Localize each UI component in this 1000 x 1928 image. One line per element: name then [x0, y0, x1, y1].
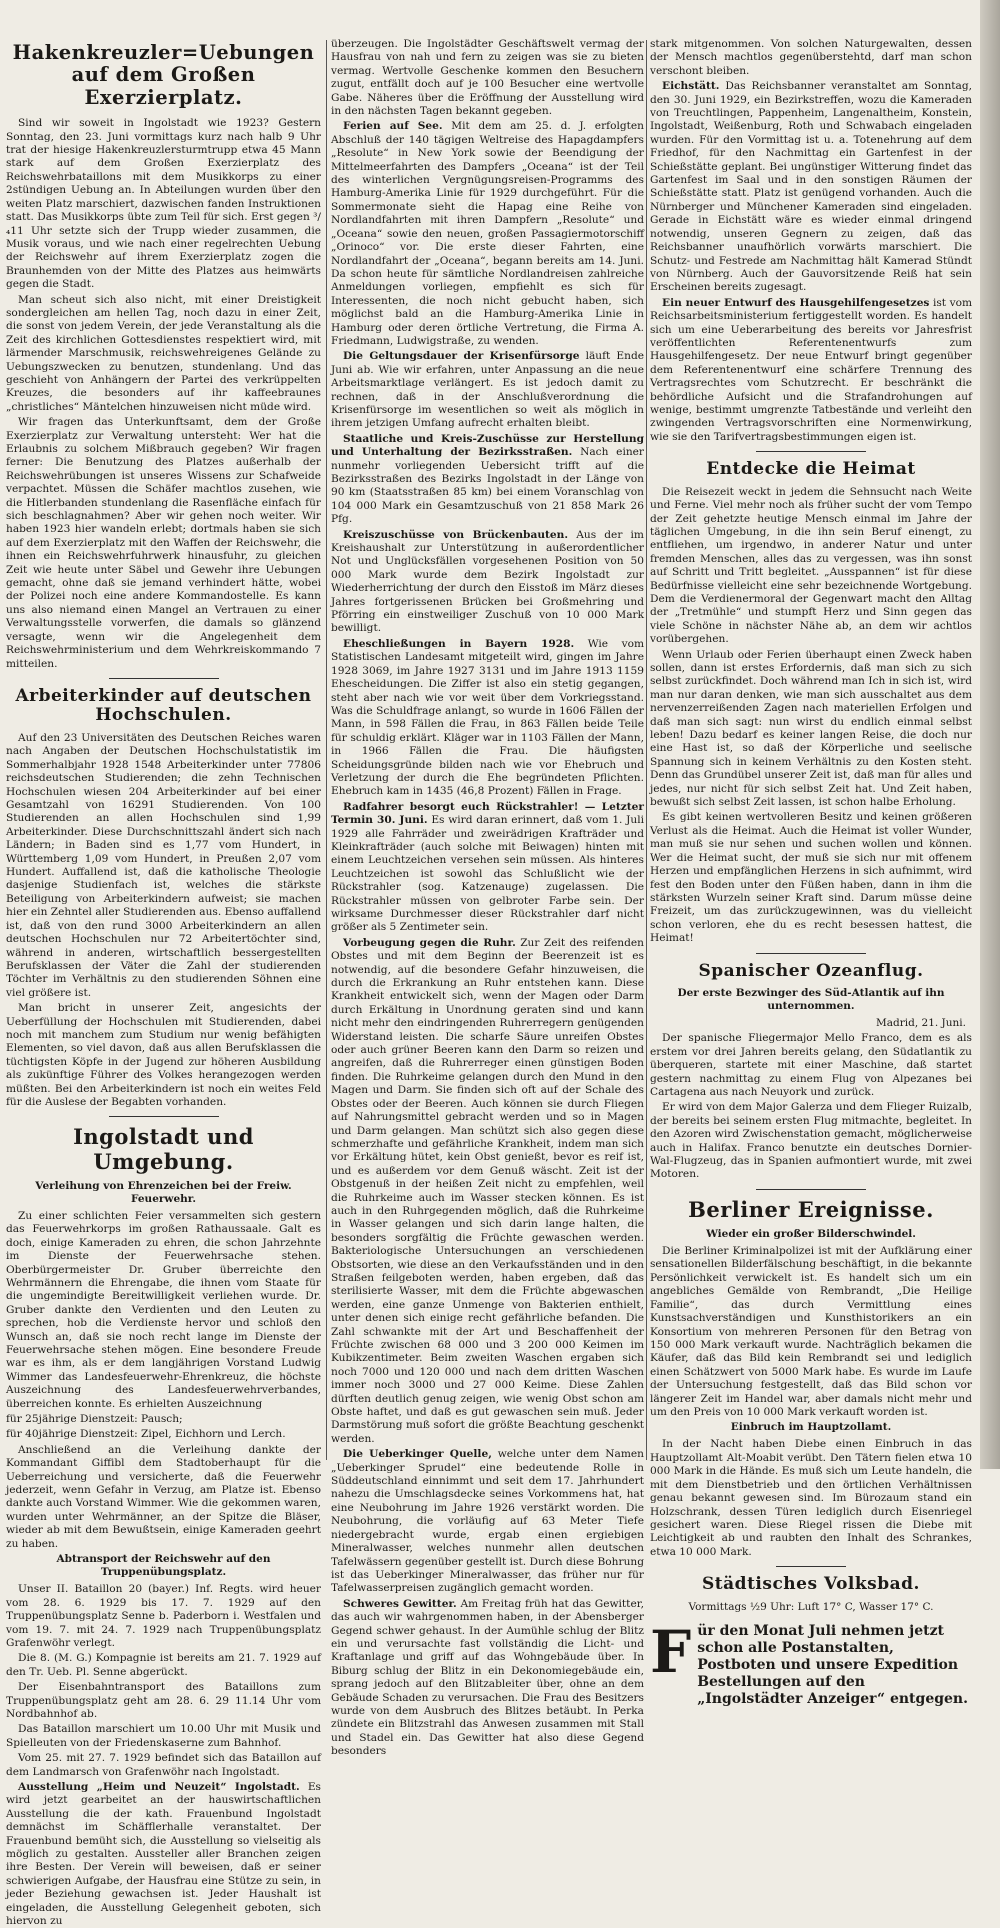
paragraph: Wenn Urlaub oder Ferien überhaupt einen Zweck haben sollen, dann ist erstes Erfordernis, daß man sich zu sich selbst zurückfindet. Doch während man Ich in sich ist, wird man nur daran denken, wie man sich ausschaltet aus dem nervenzerreißenden Zagen nach materiellen Erfolgen und daß man sich sagt: nun wirst du endlich einmal selbst leben! Dazu bedarf es keiner langen Reise, die doch nur eine Hast ist, so daß der Körperliche und seelische Spannung sich in keinem Verhältnis zu den Kosten steht. Denn das Grundübel unserer Zeit ist, daß man für alles und jedes, nur nicht für sich selbst Zeit hat. Und Zeit haben, bewußt sich selbst Zeit lassen, ist schon halbe Erholung.: [650, 648, 972, 809]
item-lead: Ein neuer Entwurf des Hausgehilfengesetzes: [662, 296, 930, 309]
column-1: [6, 38, 322, 1928]
paragraph: Vom 25. mit 27. 7. 1929 befindet sich das Bataillon auf dem Landmarsch von Grafenwöhr nach Ingolstadt.: [6, 1752, 321, 1778]
item-lead: Schweres Gewitter.: [343, 1597, 457, 1610]
paragraph: Anschließend an die Verleihung dankte der Kommandant Giffibl dem Stadtoberhaupt für die Ueberreichung und versicherte, daß die Feuerwehr jederzeit, wenn Gefahr in Verzug, am Platze ist. Ebenso dankte auch Vorstand Wimmer. Wie die gekommen waren, wurden unter Wehrmänner, an der Spitze die Bläser, wieder ab mit dem Bewußtsein, einige Kameraden geehrt zu haben.: [6, 1443, 321, 1550]
column-3: [650, 38, 973, 1707]
bath-temperature-line: Vormittags ½9 Uhr: Luft 17° C, Wasser 17° C.: [688, 1600, 934, 1613]
item-lead: Die Ueberkinger Quelle,: [343, 1448, 492, 1461]
separator: [109, 1116, 219, 1117]
paragraph: Der Eisenbahntransport des Bataillons zum Truppenübungsplatz geht am 28. 6. 29 11.14 Uhr vom Nordbahnhof ab.: [6, 1681, 321, 1720]
paragraph: Er wird von dem Major Galerza und dem Flieger Ruizalb, der bereits bei seinem ersten Flug mitmachte, begleitet. In den Azoren wird Zwischenstation gemacht, möglicherweise auch in Halifax. Franco benutzte ein deutsches Dornier-Wal-Flugzeug, das in Spanien aufmontiert wurde, mit zwei Motoren.: [650, 1101, 972, 1181]
paragraph: Der spanische Fliegermajor Mello Franco, dem es als erstem vor drei Jahren bereits gelang, den Südatlantik zu überqueren, startete mit einer Maschine, daß startet gestern nachmittag zu einem Flug von Alpezanes bei Cartagena aus nach Neuyork und zurück.: [650, 1032, 972, 1098]
item-lead: Ferien auf See.: [343, 120, 443, 133]
article-title-hakenkreuzler: Hakenkreuzler=Uebungen auf dem Großen Exerzierplatz.: [12, 41, 315, 109]
paragraph-text: Wie vom Statistischen Landesamt mitgeteilt wird, gingen im Jahre 1928 3069, im Jahre 1927 3131 und im Jahre 1913 1159 Ehescheidungen. Die Ziffer ist also ein stetig gegangen, steht aber nach wie vor weit über dem Vorkriegsstand. Was die Schuldfrage anlangt, so wurde in 1606 Fällen der Mann, in 598 Fällen die Frau, in 863 Fällen beide Teile für schuldig erklärt. Kläger war in 1103 Fällen der Mann, in 1966 Fällen die Frau. Die häufigsten Scheidungsgründe bilden nach wie vor Ehebruch und Verletzung der durch die Ehe begründeten Pflichten. Ehebruch kam in 1435 (46,8 Prozent) Fällen in Frage.: [331, 637, 644, 798]
separator: [756, 953, 866, 954]
separator: [776, 1566, 846, 1567]
item-lead: Kreiszuschüsse von Brückenbauten.: [343, 528, 569, 541]
paragraph: Die 8. (M. G.) Kompagnie ist bereits am 21. 7. 1929 auf den Tr. Ueb. Pl. Senne abgerückt.: [6, 1652, 321, 1678]
separator: [756, 1189, 866, 1190]
paragraph-text: läuft Ende Juni ab. Wie wir erfahren, unter Anpassung an die neue Arbeitsmarktlage verlängert. Es ist jedoch damit zu rechnen, daß in der Anschlußverordnung die Krisenfürsorge im wesentlichen so weit als möglich in ihrem jetzigen Umfang aufrecht erhalten bleibt.: [331, 350, 644, 430]
item-lead: Ausstellung „Heim und Neuzeit“ Ingolstadt.: [18, 1781, 300, 1794]
paragraph: stark mitgenommen. Von solchen Naturgewalten, dessen der Mensch machtlos gegenüberstehtd, darf man schon verschont bleiben.: [650, 38, 972, 77]
paragraph-text: Mit dem am 25. d. J. erfolgten Abschluß der 140 tägigen Weltreise des Hapagdampfers „Resolute“ in New York sowie der Beendigung der Mittelmeerfahrten des Dampfers „Oceana“ ist der Teil des winterlichen Vergnügungsreisen-Programms des Hamburg-Amerika Linie für 1929 durchgeführt. Für die Sommermonate sieht die Hapag eine Reihe von Nordlandfahrten mit ihren Dampfern „Resolute“ und „Oceana“ sowie den neuen, großen Passagiermotorschiff „Orinoco“ vor. Die erste dieser Fahrten, eine Nordlandfahrt der „Oceana“, begann bereits am 14. Juni. Da schon heute für sämtliche Nordlandreisen zahlreiche Anmeldungen vorliegen, empfiehlt es sich für Interessenten, die noch nicht gebucht haben, sich möglichst bald an die Hamburg-Amerika Linie in Hamburg oder deren örtliche Vertretung, die Firma A. Friedmann, Ludwigstraße, zu wenden.: [331, 120, 644, 347]
column-rule: [646, 40, 647, 1460]
paragraph-text: Am Freitag früh hat das Gewitter, das auch wir wahrgenommen haben, in der Abensberger Gegend schwer gehaust. In der Aumühle schlug der Blitz ein und verursachte fast vollständig die Licht- und Kraftanlage und griff auf das Wohngebäude über. In Biburg schlug der Blitz in ein Dekonomiegebäude ein, sprang jedoch auf den Blitzableiter über, ohne an dem Gebäude Schaden zu verursachen. Die Frau des Besitzers wurde von dem Ausbruch des Blitzes betäubt. In Perka zündete ein Blitzstrahl das Anwesen zusammen mit Stall und Stadel ein. Das Gewitter hat also diese Gegend besonders: [331, 1597, 644, 1758]
paragraph: Das Bataillon marschiert um 10.00 Uhr mit Musik und Spielleuten von der Friedenskaserne zum Bahnhof.: [6, 1723, 321, 1749]
page-edge: [980, 0, 1000, 1469]
article-title-heimat: Entdecke die Heimat: [706, 459, 916, 480]
column-rule: [326, 40, 327, 1460]
item-lead: Staatliche und Kreis-Zuschüsse zur Herstellung und Unterhaltung der Bezirksstraßen.: [331, 432, 644, 459]
paragraph-text: welche unter dem Namen „Ueberkinger Sprudel“ eine bedeutende Rolle in Süddeutschland einnimmt und seit dem 17. Jahrhundert nahezu die Umschlagsdecke seines Vorkommens hat, hat eine Neubohrung im Jahre 1926 verstärkt worden. Die Neubohrung, die vorläufig auf 63 Meter Tiefe niedergebracht wurde, ergab einen ergiebigen Mineralwasser, welches nunmehr allen deutschen Tafelwässern gegenüber gestellt ist. Durch diese Bohrung ist das Ueberkinger Mineralwasser, das früher nur für Tafelwasserpreisen zugänglich gemacht worden.: [331, 1448, 644, 1595]
item-heading: Abtransport der Reichswehr auf den Truppenübungsplatz.: [56, 1553, 271, 1579]
notice-text: ür den Monat Juli nehmen jetzt schon alle Postanstalten, Postboten und unsere Expedition Bestellungen auf den „Ingolstädter Anzeiger“ entgegen.: [697, 1622, 968, 1707]
item-lead: Vorbeugung gegen die Ruhr.: [343, 936, 516, 949]
item-lead: Eichstätt.: [662, 80, 720, 93]
item-heading: Einbruch im Hauptzollamt.: [730, 1421, 892, 1434]
article-subtitle: Wieder ein großer Bilderschwindel.: [706, 1227, 916, 1240]
separator: [109, 678, 219, 679]
item-heading: Verleihung von Ehrenzeichen bei der Freiw. Feuerwehr.: [35, 1179, 292, 1205]
paragraph-text: Das Reichsbanner veranstaltet am Sonntag, den 30. Juni 1929, ein Bezirkstreffen, wozu die Kameraden von Treuchtlingen, Pappenheim, Langenaltheim, Konstein, Ingolstadt, Weißenburg, Roth und Schwabach eingeladen wurden. Für den Vormittag ist u. a. Totenehrung auf dem Friedhof, für den Nachmittag ein Gartenfest in der Schießstätte geplant. Bei ungünstiger Witterung findet das Gartenfest im Saal und in den sonstigen Räumen der Schießstätte statt. Platz ist genügend vorhanden. Auch die Nürnberger und Münchener Kameraden sind eingeladen. Gerade in Eichstätt wäre es wieder einmal dringend notwendig, unseren Gegnern zu zeigen, daß das Reichsbanner unaufhörlich vorwärts marschiert. Die Schutz- und Festrede am Nachmittag hält Kamerad Stündt von Nürnberg. Auch der Gauvorsitzende Reiß hat sein Erscheinen bereits zugesagt.: [650, 80, 973, 294]
section-title-ingolstadt: Ingolstadt und Umgebung.: [73, 1124, 254, 1174]
article-title-volksbad: Städtisches Volksbad.: [702, 1574, 920, 1595]
item-lead: Eheschließungen in Bayern 1928.: [343, 637, 575, 650]
article-subtitle: Der erste Bezwinger des Süd-Atlantik auf ihn unternommen.: [677, 987, 945, 1013]
paragraph: Auf den 23 Universitäten des Deutschen Reiches waren nach Angaben der Deutschen Hochschulstatistik im Sommerhalbjahr 1928 1548 Arbeiterkinder unter 77806 reichsdeutschen Studierenden; die zehn Technischen Hochschulen wiesen 204 Arbeiterkinder auf bei einer Gesamtzahl von 16291 Studierenden. Von 100 Studierenden an allen Hochschulen sind 1,99 Arbeiterkinder. Diese Durchschnittszahl ändert sich nach Ländern; in Baden sind es 1,77 vom Hundert, in Württemberg 1,09 vom Hundert, in Preußen 2,07 vom Hundert. Auffallend ist, daß die katholische Theologie dasjenige Studienfach ist, welches die stärkste Beteiligung von Arbeiterkindern aufweist; sie machen hier ein Zehntel aller Studierenden aus. Ebenso auffallend ist, daß von den rund 3000 Arbeiterkindern an allen deutschen Hochschulen nur 72 Arbeitertöchter sind, während in anderen, wirtschaftlich bessergestellten Berufsklassen der Väter die Zahl der studierenden Töchter im Verhältnis zu den studierenden Söhnen eine viel größere ist.: [6, 732, 322, 999]
paragraph: überzeugen. Die Ingolstädter Geschäftswelt vermag der Hausfrau von nah und fern zu zeigen was sie zu bieten vermag. Wertvolle Geschenke kommen den Besuchern zugut, entfällt doch auf je 100 Besucher eine wertvolle Gabe. Näheres über die Eröffnung der Ausstellung wird in den nächsten Tagen bekannt gegeben.: [331, 38, 644, 118]
separator: [756, 451, 866, 452]
paragraph-text: Es wird jetzt gearbeitet an der hauswirtschaftlichen Ausstellung die der kath. Frauenbund Ingolstadt demnächst im Schäfflerhalle veranstaltet. Der Frauenbund bemüht sich, die Ausstellung so vielseitig als möglich zu gestalten. Aussteller aller Branchen zeigen ihre Besten. Der Verein will beweisen, daß er seiner schwierigen Aufgabe, der Hausfrau eine Stütze zu sein, in jeder Beziehung gewachsen ist. Jeder Haushalt ist eingeladen, die Ausstellung Gelegenheit geboten, sich hiervon zu: [6, 1781, 321, 1928]
paragraph: In der Nacht haben Diebe einen Einbruch in das Hauptzollamt Alt-Moabit verübt. Den Tätern fielen etwa 10 000 Mark in die Hände. Es muß sich um Leute handeln, die mit dem Dienstbetrieb und den örtlichen Verhältnissen genau bekannt gewesen sind. Im Bürozaum stand ein Holzschrank, dessen Türen lediglich durch Eisenriegel gesichert waren. Diese Riegel rissen die Diebe mit Leichtigkeit ab und raubten den Inhalt des Schrankes, etwa 10 000 Mark.: [650, 1438, 972, 1558]
paragraph: Die Berliner Kriminalpolizei ist mit der Aufklärung einer sensationellen Bilderfälschung beschäftigt, in die bekannte Persönlichkeit verwickelt ist. Es handelt sich um ein angebliches Gemälde von Rembrandt, „Die Heilige Familie“, das durch Vermittlung eines Kunstsachverständigen und Kunsthistorikers an ein Konsortium von mehreren Personen für den Betrag von 150 000 Mark verkauft wurde. Nachträglich bekamen die Käufer, daß das Bild kein Rembrandt sei und lediglich einen Schätzwert von 5000 Mark habe. Es wurde im Laufe der Untersuchung festgestellt, daß das Bild schon vor längerer Zeit im Handel war, aber damals nicht mehr und um den Preis von 10 000 Mark verkauft worden ist.: [650, 1245, 972, 1418]
subscription-notice: [650, 1617, 972, 1708]
paragraph-text: Zur Zeit des reifenden Obstes und mit dem Beginn der Beerenzeit ist es notwendig, auf die besondere Gefahr hinzuweisen, die durch die Erkrankung an Ruhr entstehen kann. Diese Krankheit entwickelt sich, wenn der Magen oder Darm durch Erkältung in Unordnung geraten sind und kann nicht mehr den eindringenden Ruhrerregern genügenden Widerstand leisten. Die scharfe Säure unreifen Obstes oder auch grüner Beeren kann den Darm so reizen und angreifen, daß die Ruhrerreger einen günstigen Boden finden. Die Ruhrkeime gelangen durch den Mund in den Magen und Darm. Sie finden sich oft auf der Schale des Obstes oder der Beeren. Auch können sie durch Fliegen auf Nahrungsmittel gebracht werden und so in Magen und Darm gelangen. Man schützt sich also gegen diese schmerzhafte und gefährliche Krankheit, indem man sich vor Erkältung hütet, kein Obst genießt, bevor es reif ist, und es außerdem vor dem Genuß wäscht. Zeit ist der Obstgenuß in der heißen Zeit nicht zu empfehlen, weil die Ruhrkeime auch im Wasser stecken können. Es ist auch in den Ruhrgegenden möglich, daß die Ruhrkeime in Wasser gelangen und sich darin lange halten, die besonders sorgfältig die Früchte gewaschen werden. Bakteriologische Untersuchungen an verschiedenen Obstsorten, wie diese an den Verkaufsständen und in den Straßen feilgeboten werden, haben ergeben, daß das sterilisierte Wasser, mit dem die Früchte abgewaschen werden, eine ganze Unmenge von Bakterien enthielt, unter denen sich einige recht gefährliche befanden. Die Zahl schwankte mit der Art und Beschaffenheit der Früchte zwischen 68 000 und 3 200 000 Keimen im Kubikzentimeter. Beim zweiten Waschen ergaben sich noch 7000 und 120 000 und nach dem dritten Waschen immer noch 3000 und 27 000 Keime. Diese Zahlen dürften deutlich genug zeigen, wie wenig Obst schon am Obste haftet, und daß es gut gewaschen sein muß. Jeder Darmstörung muß sofort die größte Beachtung geschenkt werden.: [331, 936, 644, 1445]
paragraph: Sind wir soweit in Ingolstadt wie 1923? Gestern Sonntag, den 23. Juni vormittags kurz nach halb 9 Uhr trat der hiesige Hakenkreuzlersturmtrupp etwa 45 Mann stark auf dem Großen Exerzierplatz des Reichswehrbataillons mit dem Musikkorps zu einer 2stündigen Uebung an. In Abteilungen wurden über den weiten Platz marschiert, dazwischen fanden Instruktionen statt. Das Musikkorps übte zum Teil für sich. Erst gegen ³/₄11 Uhr setzte sich der Trupp wieder zusammen, die Musik voraus, und wie nach einer regelrechten Uebung der Reichswehr auf ihrem Exerzierplatz zogen die Braunhemden von der Mitte des Platzes aus heimwärts gegen die Stadt.: [6, 117, 321, 291]
article-title-ozeanflug: Spanischer Ozeanflug.: [698, 960, 924, 981]
paragraph: Die Reisezeit weckt in jedem die Sehnsucht nach Weite und Ferne. Viel mehr noch als früher sucht der vom Tempo der Zeit gehetzte heutige Mensch einmal im Jahre der täglichen Umgebung, in die ihn sein Beruf einengt, zu entfliehen, um irgendwo, in anderer Natur und unter fremden Menschen, alles das zu vergessen, was ihn sonst auf Schritt und Tritt begleitet. „Ausspannen“ ist für diese Bedürfnisse vielleicht eine sehr bezeichnende Wortgebung. Dem die Verdienermoral der Gegenwart macht den Alltag der „Tretmühle“ und stumpft Herz und Sinn gegen das viele Schöne in nächster Nähe ab, an dem wir achtlos vorübergehen.: [650, 485, 972, 646]
article-title-berlin: Berliner Ereignisse.: [688, 1196, 934, 1222]
paragraph-text: Es wird daran erinnert, daß vom 1. Juli 1929 alle Fahrräder und zweirädrigen Krafträder und Kleinkrafträder (auch solche mit Beiwagen) hinten mit einem Leuchtzeichen versehen sein müssen. Als hinteres Leuchtzeichen ist sowohl das Schlußlicht wie der Rückstrahler (sog. Katzenauge) zugelassen. Die Rückstrahler müssen von gelbroter Farbe sein. Der wirksame Durchmesser dieser Rückstrahler darf nicht größer als 5 Zentimeter sein.: [331, 814, 644, 934]
paragraph: Unser II. Bataillon 20 (bayer.) Inf. Regts. wird heuer vom 28. 6. 1929 bis 17. 7. 1929 auf den Truppenübungsplatz Senne b. Paderborn i. Westfalen und vom 19. 7. mit 24. 7. 1929 nach Truppenübungsplatz Grafenwöhr verlegt.: [6, 1583, 321, 1649]
dateline: Madrid, 21. Juni.: [876, 1017, 966, 1030]
item-lead: Radfahrer besorgt euch Rückstrahler! — Letzter Termin 30. Juni.: [331, 800, 644, 827]
paragraph-text: ist vom Reichsarbeitsministerium fertiggestellt worden. Es handelt sich um eine Ueberarbeitung des bereits vor Jahresfrist veröffentlichten Referentenentwurfs zum Hausgehilfengesetz. Der neue Entwurf bringt gegenüber dem Referentenentwurf eine schärfere Trennung des Vertragsrechtes vom Schutzrecht. Er beschränkt die behördliche Aufsicht und die Strafandrohungen auf wenige, bestimmt umgrenzte Tatbestände und verleiht den zwingenden Vertragsvorschriften eine Normenwirkung, wie sie den Tarifvertragsbestimmungen eigen ist.: [650, 296, 973, 443]
item-lead: Die Geltungsdauer der Krisenfürsorge: [343, 350, 580, 363]
article-title-arbeiterkinder: Arbeiterkinder auf deutschen Hochschulen.: [15, 685, 312, 726]
paragraph: Man bricht in unserer Zeit, angesichts der Ueberfüllung der Hochschulen mit Studierenden, dabei noch mit manchem zum Studium nur wenig befähigten Elementen, so viel davon, daß aus allen Berufsklassen die tüchtigsten Köpfe in der Jugend zur höheren Ausbildung als zukünftige Führer des Volkes herangezogen werden müßten. Bei den Arbeiterkindern ist noch ein weites Feld für die Auslese der Begabten vorhanden.: [6, 1002, 321, 1108]
paragraph: für 25jährige Dienstzeit: Pausch;: [6, 1413, 183, 1426]
paragraph: Man scheut sich also nicht, mit einer Dreistigkeit sondergleichen am hellen Tag, noch dazu in einer Zeit, die sonst von jedem Verein, der jede Veranstaltung als die Zeit des kirchlichen Gottesdienstes respektiert wird, mit lärmender Marschmusik, reichswehreigenes Gelände zu Uebungszwecken zu benutzen, stundenlang. Und das geschieht von Anhängern der Partei des verkrüppelten Kreuzes, die besonders auf ihr kaffeebraunes „christliches“ Mäntelchen hinzuweisen nicht müde wird.: [6, 293, 321, 413]
paragraph-text: Aus der im Kreishaushalt zur Unterstützung in außerordentlicher Not und Unglücksfällen vorgesehenen Position von 50 000 Mark wurde dem Bezirk Ingolstadt zur Wiederherrichtung der durch den Eisstoß im März dieses Jahres fortgerissenen Brücken bei Großmehring und Pförring ein einstweiliger Zuschuß von 10 000 Mark bewilligt.: [331, 528, 644, 635]
paragraph: Es gibt keinen wertvolleren Besitz und keinen größeren Verlust als die Heimat. Auch die Heimat ist voller Wunder, man muß sie nur sehen und suchen wollen und können. Wer die Heimat sucht, der muß sie sich nur mit offenem Herzen und empfänglichen Herzens in sich aufnimmt, wird fest den Boden unter den Füßen haben, dann in ihm die stärksten Wurzeln seiner Kraft sind. Darum müsse deine Freizeit, um das zurückzugewinnen, was du vielleicht schon verloren, ehe du es recht besessen hattest, die Heimat!: [650, 811, 972, 945]
paragraph: Wir fragen das Unterkunftsamt, dem der Große Exerzierplatz zur Verwaltung untersteht: Wer hat die Erlaubnis zu solchem Mißbrauch gegeben? Wir fragen ferner: Die Benutzung des Platzes außerhalb der Reichswehrübungen ist unseres Wissens zur Schafweide verpachtet. Müssen die Schäfer machtlos zusehen, wie die Hitlerbanden stundenlang die Rasenfläche einfach für sich beschlagnahmen? Aber wir gehen noch weiter. Wir haben 1923 hier wandeln erlebt; dortmals haben sie sich auf dem Exerzierplatz mit den Waffen der Reichswehr, die ihnen ein Reichswehrfuhrwerk hinausfuhr, zu gleichen Zeit wie heute unter Säbel und Gewehr ihre Uebungen gemacht, ohne daß sie jemand verhindert hätte, wobei der Polizei noch eine andere Kommandostelle. Es kann uns also niemand einen Mangel an Vertrauen zu einer Verwaltungsstelle vorwerfen, die damals so glänzend versagte, wenn wir die Angelegenheit dem Reichswehrministerium und dem Wehrkreiskommando 7 mitteilen.: [6, 416, 321, 670]
paragraph-text: Nach einer nunmehr vorliegenden Uebersicht trifft auf die Bezirksstraßen des Bezirks Ingolstadt in der Länge von 90 km (Staatsstraßen 85 km) bei einem Voranschlag von 104 000 Mark ein Gesamtzuschuß von 21 858 Mark 26 Pfg.: [331, 446, 644, 526]
paragraph: für 40jährige Dienstzeit: Zipel, Eichhorn und Lerch.: [6, 1428, 286, 1441]
paragraph: Zu einer schlichten Feier versammelten sich gestern das Feuerwehrkorps im großen Rathaussaale. Galt es doch, einige Kameraden zu ehren, die schon Jahrzehnte im Dienste der Feuerwehrsache stehen. Oberbürgermeister Dr. Gruber überreichte den Wehrmännern die Ehrengabe, die ihnen vom Staate für die ungemindigte Bereitwilligkeit verliehen wurde. Dr. Gruber dankte den Verdienten und den Leuten zu sprechen, hob die Verdienste hervor und schloß den Wunsch an, daß sie noch recht lange im Dienste der Feuerwehrsache stehen mögen. Eine besondere Freude war es ihm, als er dem langjährigen Vorstand Ludwig Wimmer das Landesfeuerwehr-Ehrenkreuz, die höchste Auszeichnung des Landesfeuerwehrverbandes, überreichen konnte. Es erhielten Auszeichnung: [6, 1209, 321, 1410]
column-2: [331, 38, 644, 1758]
drop-cap: F: [650, 1617, 692, 1686]
